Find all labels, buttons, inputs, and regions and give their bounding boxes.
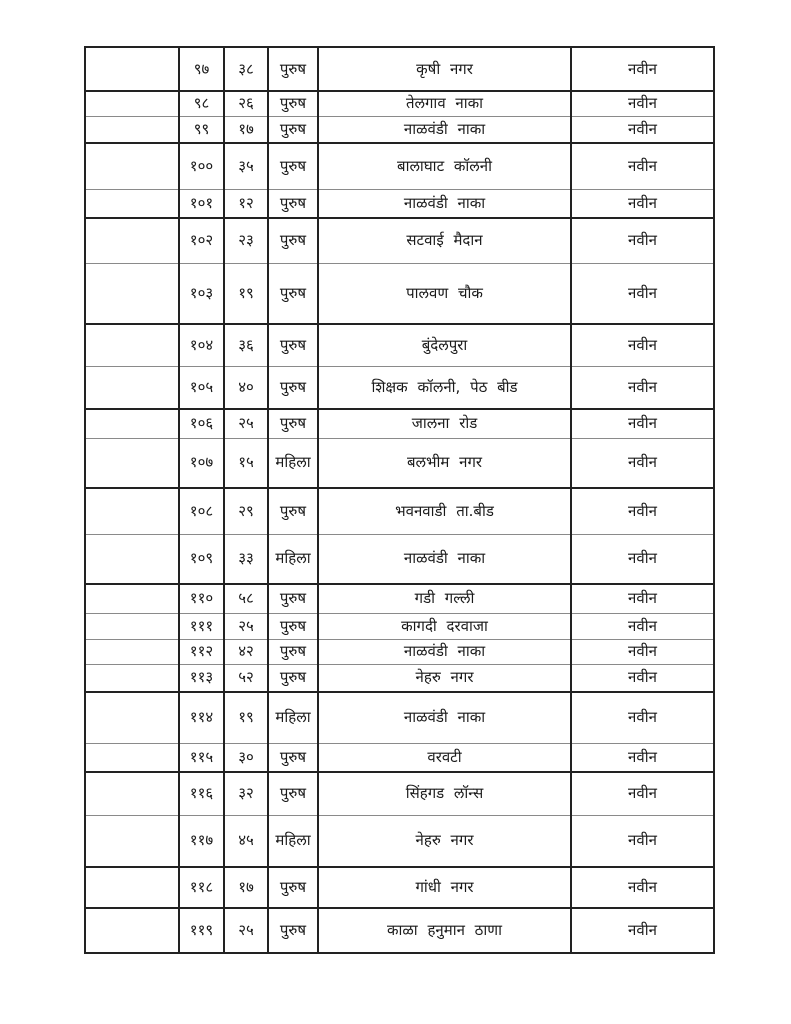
name-cell-blank <box>85 91 179 116</box>
table-row <box>85 815 714 867</box>
gender-cell: पुरुष <box>268 324 318 366</box>
gender-cell: पुरुष <box>268 639 318 664</box>
table-row <box>85 639 714 664</box>
gender-cell: महिला <box>268 815 318 867</box>
age-cell: २६ <box>224 91 268 116</box>
status-cell: नवीन <box>571 584 714 613</box>
name-cell-blank <box>85 263 179 324</box>
table-row <box>85 743 714 772</box>
address-cell: नाळवंडी नाका <box>318 534 571 584</box>
name-cell-blank <box>85 218 179 263</box>
age-cell: २५ <box>224 908 268 953</box>
status-cell: नवीन <box>571 47 714 91</box>
address-cell: नाळवंडी नाका <box>318 692 571 743</box>
age-cell: १९ <box>224 692 268 743</box>
table-row <box>85 438 714 488</box>
address-cell: भवनवाडी ता.बीड <box>318 488 571 534</box>
status-cell: नवीन <box>571 143 714 189</box>
status-cell: नवीन <box>571 613 714 639</box>
address-cell: कागदी दरवाजा <box>318 613 571 639</box>
serial-number-cell: १०० <box>179 143 224 189</box>
age-cell: १९ <box>224 263 268 324</box>
serial-number-cell: ११४ <box>179 692 224 743</box>
age-cell: ५२ <box>224 664 268 692</box>
name-cell-blank <box>85 189 179 218</box>
address-cell: बलभीम नगर <box>318 438 571 488</box>
serial-number-cell: १०४ <box>179 324 224 366</box>
gender-cell: पुरुष <box>268 743 318 772</box>
age-cell: ४२ <box>224 639 268 664</box>
name-cell-blank <box>85 772 179 815</box>
address-cell: बालाघाट कॉलनी <box>318 143 571 189</box>
gender-cell: पुरुष <box>268 366 318 409</box>
gender-cell: पुरुष <box>268 409 318 438</box>
age-cell: ३२ <box>224 772 268 815</box>
age-cell: ४५ <box>224 815 268 867</box>
table-row <box>85 91 714 116</box>
gender-cell: महिला <box>268 534 318 584</box>
status-cell: नवीन <box>571 116 714 143</box>
gender-cell: पुरुष <box>268 488 318 534</box>
table-row <box>85 584 714 613</box>
name-cell-blank <box>85 47 179 91</box>
table-row <box>85 772 714 815</box>
status-cell: नवीन <box>571 692 714 743</box>
name-cell-blank <box>85 438 179 488</box>
table-row <box>85 409 714 438</box>
address-cell: नाळवंडी नाका <box>318 116 571 143</box>
serial-number-cell: १०६ <box>179 409 224 438</box>
address-cell: तेलगाव नाका <box>318 91 571 116</box>
gender-cell: पुरुष <box>268 664 318 692</box>
address-cell: जालना रोड <box>318 409 571 438</box>
status-cell: नवीन <box>571 772 714 815</box>
gender-cell: पुरुष <box>268 263 318 324</box>
status-cell: नवीन <box>571 324 714 366</box>
serial-number-cell: ११५ <box>179 743 224 772</box>
address-cell: गांधी नगर <box>318 867 571 908</box>
name-cell-blank <box>85 867 179 908</box>
address-cell: कृषी नगर <box>318 47 571 91</box>
gender-cell: पुरुष <box>268 584 318 613</box>
table-row <box>85 488 714 534</box>
address-cell: शिक्षक कॉलनी, पेठ बीड <box>318 366 571 409</box>
gender-cell: पुरुष <box>268 47 318 91</box>
address-cell: नाळवंडी नाका <box>318 189 571 218</box>
serial-number-cell: १०८ <box>179 488 224 534</box>
serial-number-cell: ९८ <box>179 91 224 116</box>
table-row <box>85 692 714 743</box>
serial-number-cell: १०५ <box>179 366 224 409</box>
gender-cell: पुरुष <box>268 189 318 218</box>
address-cell: वरवटी <box>318 743 571 772</box>
serial-number-cell: १०७ <box>179 438 224 488</box>
table-row <box>85 664 714 692</box>
gender-cell: पुरुष <box>268 772 318 815</box>
name-cell-blank <box>85 534 179 584</box>
age-cell: १७ <box>224 867 268 908</box>
gender-cell: पुरुष <box>268 143 318 189</box>
serial-number-cell: १०९ <box>179 534 224 584</box>
table-row <box>85 324 714 366</box>
age-cell: ५८ <box>224 584 268 613</box>
address-cell: नाळवंडी नाका <box>318 639 571 664</box>
serial-number-cell: ११३ <box>179 664 224 692</box>
table-row <box>85 366 714 409</box>
serial-number-cell: १११ <box>179 613 224 639</box>
serial-number-cell: १०१ <box>179 189 224 218</box>
name-cell-blank <box>85 664 179 692</box>
name-cell-blank <box>85 639 179 664</box>
address-cell: नेहरु नगर <box>318 664 571 692</box>
status-cell: नवीन <box>571 91 714 116</box>
gender-cell: पुरुष <box>268 218 318 263</box>
status-cell: नवीन <box>571 908 714 953</box>
gender-cell: पुरुष <box>268 908 318 953</box>
address-cell: सटवाई मैदान <box>318 218 571 263</box>
status-cell: नवीन <box>571 488 714 534</box>
name-cell-blank <box>85 743 179 772</box>
status-cell: नवीन <box>571 639 714 664</box>
table-row <box>85 534 714 584</box>
address-cell: पालवण चौक <box>318 263 571 324</box>
name-cell-blank <box>85 488 179 534</box>
status-cell: नवीन <box>571 743 714 772</box>
table-row <box>85 263 714 324</box>
address-cell: काळा हनुमान ठाणा <box>318 908 571 953</box>
name-cell-blank <box>85 613 179 639</box>
address-cell: गडी गल्ली <box>318 584 571 613</box>
status-cell: नवीन <box>571 664 714 692</box>
gender-cell: महिला <box>268 438 318 488</box>
age-cell: ३३ <box>224 534 268 584</box>
name-cell-blank <box>85 143 179 189</box>
status-cell: नवीन <box>571 534 714 584</box>
age-cell: ४० <box>224 366 268 409</box>
age-cell: ३५ <box>224 143 268 189</box>
table-row <box>85 908 714 953</box>
table-row <box>85 116 714 143</box>
address-cell: बुंदेलपुरा <box>318 324 571 366</box>
status-cell: नवीन <box>571 189 714 218</box>
table-row <box>85 143 714 189</box>
serial-number-cell: ११९ <box>179 908 224 953</box>
age-cell: २९ <box>224 488 268 534</box>
status-cell: नवीन <box>571 218 714 263</box>
gender-cell: महिला <box>268 692 318 743</box>
status-cell: नवीन <box>571 366 714 409</box>
serial-number-cell: ११७ <box>179 815 224 867</box>
age-cell: २५ <box>224 613 268 639</box>
address-cell: सिंहगड लॉन्स <box>318 772 571 815</box>
age-cell: २५ <box>224 409 268 438</box>
gender-cell: पुरुष <box>268 116 318 143</box>
serial-number-cell: ९७ <box>179 47 224 91</box>
name-cell-blank <box>85 366 179 409</box>
age-cell: ३८ <box>224 47 268 91</box>
name-cell-blank <box>85 584 179 613</box>
status-cell: नवीन <box>571 438 714 488</box>
address-cell: नेहरु नगर <box>318 815 571 867</box>
status-cell: नवीन <box>571 263 714 324</box>
serial-number-cell: ११६ <box>179 772 224 815</box>
table-row <box>85 613 714 639</box>
age-cell: १५ <box>224 438 268 488</box>
age-cell: २३ <box>224 218 268 263</box>
records-tbody <box>85 47 714 953</box>
age-cell: १७ <box>224 116 268 143</box>
table-row <box>85 47 714 91</box>
gender-cell: पुरुष <box>268 867 318 908</box>
name-cell-blank <box>85 815 179 867</box>
status-cell: नवीन <box>571 815 714 867</box>
table-row <box>85 189 714 218</box>
gender-cell: पुरुष <box>268 613 318 639</box>
serial-number-cell: १०३ <box>179 263 224 324</box>
gender-cell: पुरुष <box>268 91 318 116</box>
name-cell-blank <box>85 692 179 743</box>
name-cell-blank <box>85 324 179 366</box>
serial-number-cell: ९९ <box>179 116 224 143</box>
table-row <box>85 867 714 908</box>
status-cell: नवीन <box>571 867 714 908</box>
name-cell-blank <box>85 409 179 438</box>
serial-number-cell: ११८ <box>179 867 224 908</box>
records-table <box>84 46 715 954</box>
serial-number-cell: १०२ <box>179 218 224 263</box>
age-cell: ३० <box>224 743 268 772</box>
serial-number-cell: ११० <box>179 584 224 613</box>
name-cell-blank <box>85 908 179 953</box>
age-cell: १२ <box>224 189 268 218</box>
table-row <box>85 218 714 263</box>
serial-number-cell: ११२ <box>179 639 224 664</box>
status-cell: नवीन <box>571 409 714 438</box>
age-cell: ३६ <box>224 324 268 366</box>
name-cell-blank <box>85 116 179 143</box>
